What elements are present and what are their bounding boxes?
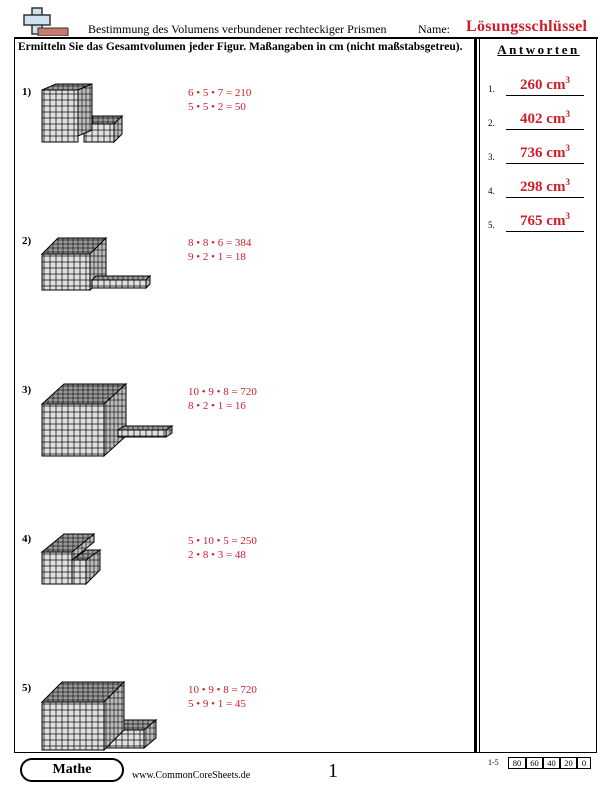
answer-row [488,208,588,232]
answers-title: Antworten [497,42,580,57]
answer-value: 402 $cm^3$ [520,109,570,127]
website-url[interactable]: www.CommonCoreSheets.de [132,770,251,781]
calculation [188,86,251,114]
instructions: Ermitteln Sie das Gesamtvolumen jeder Figur. Maßangaben in cm (nicht maßstabsgetreu). [18,41,463,53]
name-label: Name: [418,22,450,36]
calculation [188,236,251,264]
score-box: 80 [508,757,526,769]
score-range-label: 1-5 [488,758,499,767]
calc-line: 5 • 9 • 1 = 45 [188,698,246,710]
calc-line: 9 • 2 • 1 = 18 [188,251,246,263]
calc-line: 2 • 8 • 3 = 48 [188,549,246,561]
answer-line [506,231,584,232]
calculation [188,683,257,711]
answer-number: 1. [488,84,495,94]
page-number: 1 [328,760,338,782]
mathe-badge: Mathe [20,758,124,782]
score-box: 40 [543,757,560,769]
column-divider-thin [479,38,480,753]
prism-figure [38,232,158,292]
answer-number: 5. [488,220,495,230]
prism-figure [38,530,118,586]
answer-value: 260 $cm^3$ [520,75,570,93]
answer-row [488,174,588,198]
answer-number: 4. [488,186,495,196]
score-box: 60 [526,757,543,769]
problem-number: 2) [22,235,32,247]
answer-value: 765 $cm^3$ [520,211,570,229]
answer-value: 298 $cm^3$ [520,177,570,195]
problem-number: 4) [22,533,32,545]
prism-figure [38,382,178,458]
plus-logo-icon [14,6,70,36]
worksheet-title: Bestimmung des Volumens verbundener rechteckiger Prismen [88,22,387,36]
problem-number: 5) [22,682,32,694]
answer-row [488,106,588,130]
answer-value: 736 $cm^3$ [520,143,570,161]
answer-line [506,163,584,164]
answer-number: 2. [488,118,495,128]
answer-line [506,197,584,198]
answer-row [488,72,588,96]
calc-line: 5 • 5 • 2 = 50 [188,101,246,113]
answer-number: 3. [488,152,495,162]
score-box: 20 [560,757,577,769]
calculation [188,385,257,413]
answer-key-title: Lösungsschlüssel [466,18,588,35]
calc-line: 8 • 8 • 6 = 384 [188,237,252,249]
answer-line [506,129,584,130]
calc-line: 8 • 2 • 1 = 16 [188,400,246,412]
calc-line: 10 • 9 • 8 = 720 [188,684,257,696]
score-box: 0 [577,757,591,769]
answer-row [488,140,588,164]
answer-line [506,95,584,96]
calc-line: 5 • 10 • 5 = 250 [188,535,257,547]
prism-figure [38,82,138,144]
prism-figure [38,680,168,752]
calc-line: 10 • 9 • 8 = 720 [188,386,257,398]
problem-number: 3) [22,384,32,396]
calc-line: 6 • 5 • 7 = 210 [188,87,252,99]
column-divider [474,38,477,753]
problem-number: 1) [22,86,32,98]
calculation [188,534,257,562]
